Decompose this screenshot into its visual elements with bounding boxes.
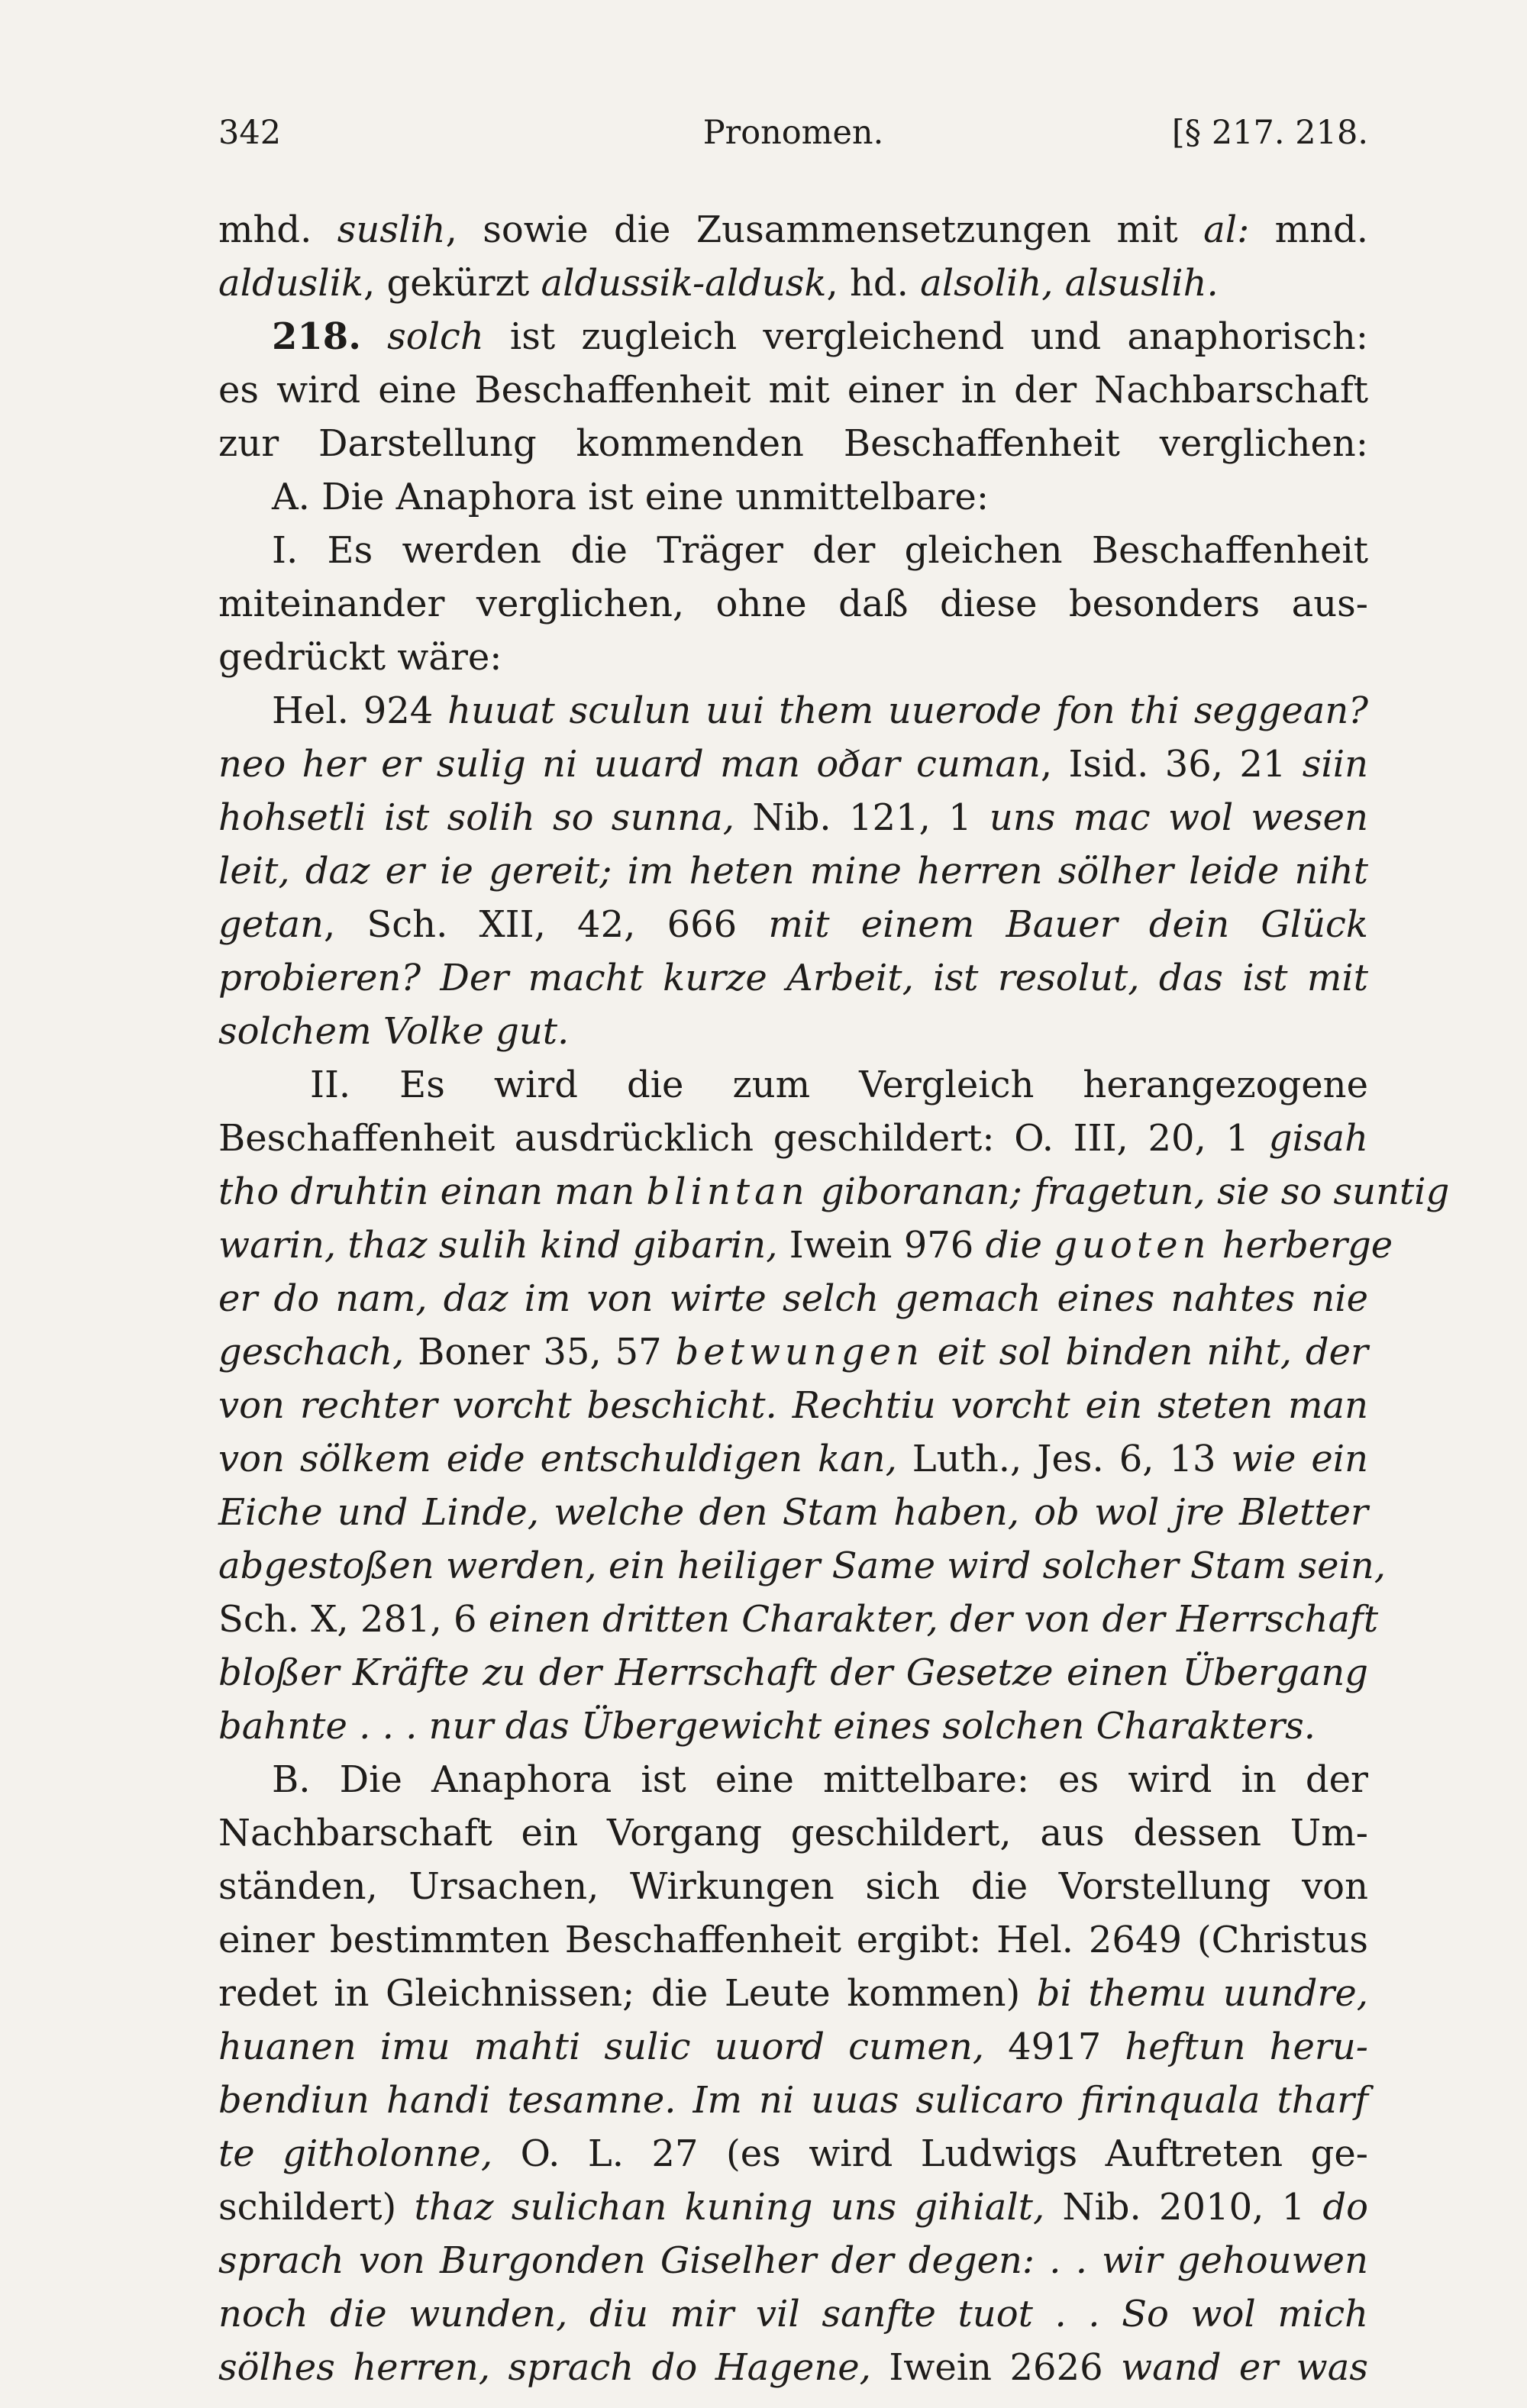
text-line: schildert) thaz sulichan kuning uns gihialt, Nib. 2010, 1 do <box>218 2186 1369 2229</box>
text-line: Beschaffenheit ausdrücklich geschildert: O. III, 20, 1 gisah <box>218 1117 1368 1160</box>
text-line: Hel. 924 huuat sculun uui them uuerode fon thi seggean? <box>272 689 1369 732</box>
running-header <box>218 111 1368 154</box>
text-line: er do nam, daz im von wirte selch gemach eines nahtes nie <box>218 1277 1368 1320</box>
text-line: einer bestimmten Beschaffenheit ergibt: Hel. 2649 (Christus <box>218 1919 1368 1961</box>
text-line: A. Die Anaphora ist eine unmittelbare: <box>272 476 989 518</box>
text-line: redet in Gleichnissen; die Leute kommen) bi themu uundre, <box>218 1972 1369 2015</box>
text-line: probieren? Der macht kurze Arbeit, ist resolut, das ist mit <box>218 957 1368 999</box>
text-line: II. Es wird die zum Vergleich herangezogene <box>310 1064 1368 1106</box>
text-line: alduslik, gekürzt aldussik-aldusk, hd. alsolih, alsuslih. <box>218 262 1219 305</box>
text-line: miteinander verglichen, ohne daß diese besonders aus- <box>218 583 1368 625</box>
text-line: zur Darstellung kommenden Beschaffenheit verglichen: <box>218 422 1368 465</box>
text-line: ständen, Ursachen, Wirkungen sich die Vorstellung von <box>218 1865 1368 1908</box>
text-line: B. Die Anaphora ist eine mittelbare: es wird in der <box>272 1758 1368 1801</box>
text-line: 218. solch ist zugleich vergleichend und anaphorisch: <box>272 315 1368 358</box>
running-title: Pronomen. <box>702 114 884 152</box>
body-text <box>218 203 1450 2394</box>
text-line: leit, daz er ie gereit; im heten mine herren sölher leide niht <box>218 850 1368 893</box>
text-line: mhd. suslih, sowie die Zusammensetzungen mit al: mnd. <box>218 208 1369 251</box>
text-line: bendiun handi tesamne. Im ni uuas sulicaro firinquala tharf <box>218 2079 1368 2122</box>
text-line: te githolonne, O. L. 27 (es wird Ludwigs Auftreten ge- <box>218 2132 1369 2175</box>
text-line: neo her er sulig ni uuard man oðar cuman, Isid. 36, 21 siin <box>218 743 1368 786</box>
text-line: tho druhtin einan man blintan giboranan; fragetun, sie so suntig <box>218 1170 1450 1213</box>
text-line: bahnte . . . nur das Übergewicht eines solchen Charakters. <box>218 1705 1316 1748</box>
text-line: es wird eine Beschaffenheit mit einer in der Nachbarschaft <box>218 369 1368 412</box>
text-line: solchem Volke gut. <box>218 1010 570 1053</box>
text-line: Eiche und Linde, welche den Stam haben, ob wol jre Bletter <box>218 1491 1368 1534</box>
section-reference: [§ 217. 218. <box>1171 114 1368 152</box>
text-line: warin, thaz sulih kind gibarin, Iwein 976 die guoten herberge <box>218 1224 1393 1267</box>
text-line: I. Es werden die Träger der gleichen Beschaffenheit <box>272 529 1368 572</box>
text-line: von rechter vorcht beschicht. Rechtiu vorcht ein steten man <box>218 1384 1368 1427</box>
text-line: von sölkem eide entschuldigen kan, Luth., Jes. 6, 13 wie ein <box>218 1438 1368 1480</box>
text-line: sprach von Burgonden Giselher der degen: . . wir gehouwen <box>218 2239 1368 2282</box>
text-line: Sch. X, 281, 6 einen dritten Charakter, der von der Herrschaft <box>218 1598 1379 1641</box>
text-line: huanen imu mahti sulic uuord cumen, 4917 heftun heru- <box>218 2025 1369 2068</box>
text-line: hohsetli ist solih so sunna, Nib. 121, 1 uns mac wol wesen <box>218 796 1369 839</box>
text-line: abgestoßen werden, ein heiliger Same wird solcher Stam sein, <box>218 1545 1387 1587</box>
text-line: sölhes herren, sprach do Hagene, Iwein 2626 wand er was <box>218 2346 1368 2389</box>
page-number: 342 <box>218 114 282 152</box>
text-line: geschach, Boner 35, 57 betwungen eit sol binden niht, der <box>218 1331 1368 1373</box>
text-line: gedrückt wäre: <box>218 636 502 679</box>
text-line: bloßer Kräfte zu der Herrschaft der Gesetze einen Übergang <box>218 1651 1368 1694</box>
text-line: getan, Sch. XII, 42, 666 mit einem Bauer dein Glück <box>218 903 1368 946</box>
text-line: Nachbarschaft ein Vorgang geschildert, aus dessen Um- <box>218 1812 1368 1854</box>
section-number: 218. <box>272 315 361 358</box>
text-line: noch die wunden, diu mir vil sanfte tuot . . So wol mich <box>218 2293 1368 2335</box>
